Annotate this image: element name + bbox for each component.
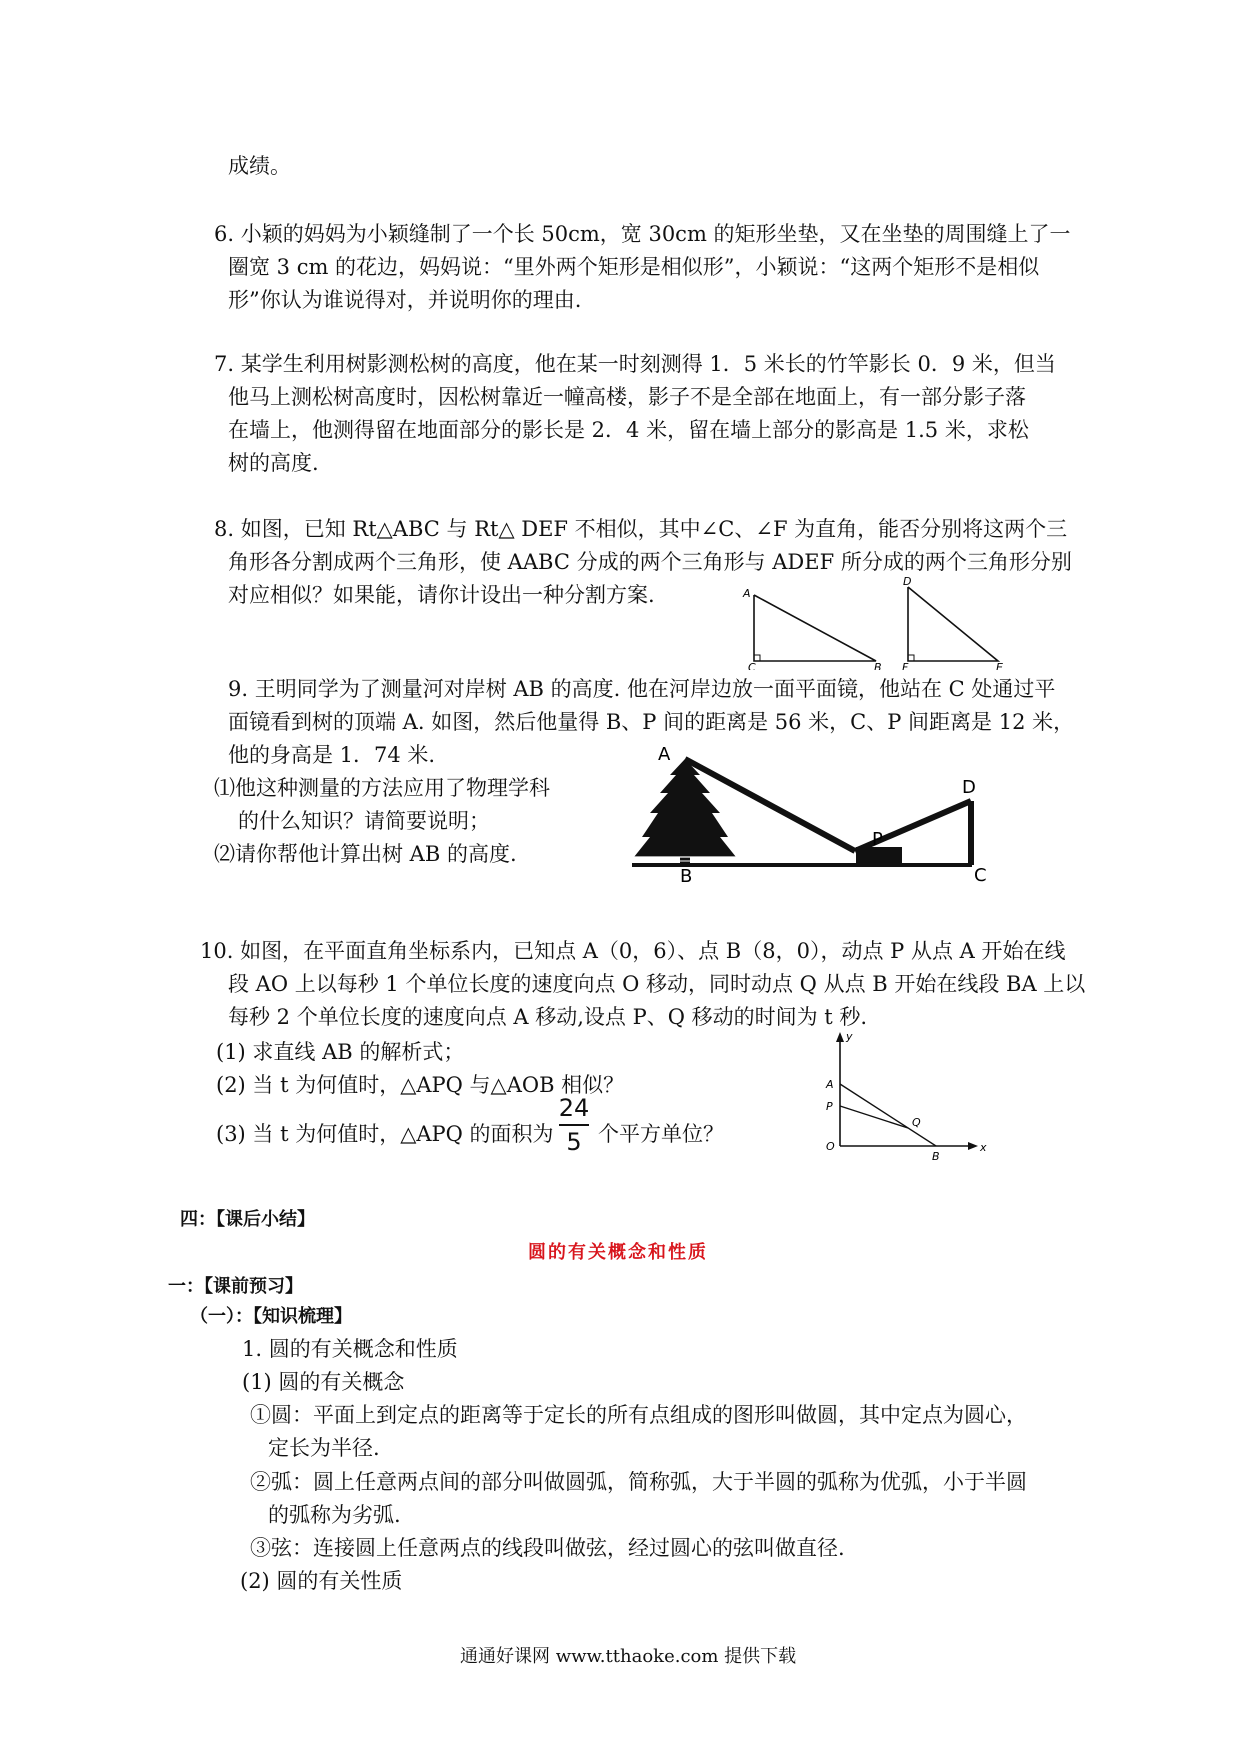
question-text-line: 在墙上，他测得留在地面部分的影长是 2．4 米，留在墙上部分的影高是 1.5 米，求松 [228, 418, 1029, 442]
label-o: O [826, 1140, 835, 1153]
label-q: Q [912, 1116, 921, 1129]
label-a: A [743, 587, 751, 600]
sub-question-2: ⑵请你帮他计算出树 AB 的高度. [214, 842, 517, 866]
fraction-denominator: 5 [566, 1128, 582, 1156]
concept-chord: ③弦：连接圆上任意两点的线段叫做弦，经过圆心的弦叫做直径. [250, 1536, 845, 1560]
sub-question-3-end: 个平方单位？ [598, 1122, 724, 1146]
page-footer: 通通好课网 www.tthaoke.com 提供下载 [460, 1646, 797, 1667]
question-text-line: 6. 小颖的妈妈为小颖缝制了一个长 50cm，宽 30cm 的矩形坐垫，又在坐垫的周围缝上了一 [214, 222, 1071, 246]
label-e: E [996, 661, 1003, 670]
sub-question-1-cont: 的什么知识？请简要说明； [238, 809, 490, 833]
segment-ab [840, 1084, 936, 1146]
label-b: B [680, 866, 693, 885]
label-a: A [826, 1078, 834, 1091]
question-text-line: 10. 如图，在平面直角坐标系内，已知点 A（0，6）、点 B（8，0），动点 P 从点 A 开始在线 [200, 939, 1066, 963]
area-fraction [554, 1094, 594, 1156]
question-text-line: 树的高度. [228, 451, 319, 475]
previous-question-tail: 成绩。 [228, 154, 291, 178]
question-text-line: 角形各分割成两个三角形，使 AABC 分成的两个三角形与 ADEF 所分成的两个三角形分别 [228, 550, 1072, 574]
label-p: P [826, 1100, 833, 1113]
knowledge-item-1: 1. 圆的有关概念和性质 [242, 1337, 458, 1361]
question-text-line: 段 AO 上以每秒 1 个单位长度的速度向点 O 移动，同时动点 Q 从点 B 开始在线段 BA 上以 [228, 972, 1086, 996]
knowledge-heading: （一）：【知识梳理】 [190, 1306, 352, 1327]
tree-shape [632, 759, 738, 865]
question-text-line: 对应相似？如果能，请你计设出一种分割方案. [228, 583, 655, 607]
y-axis-arrow-icon [836, 1032, 844, 1042]
question-text-line: 他的身高是 1．74 米. [228, 743, 436, 767]
question-text-line: 每秒 2 个单位长度的速度向点 A 移动,设点 P、Q 移动的时间为 t 秒. [228, 1005, 868, 1029]
segment-pq [840, 1106, 908, 1128]
label-y: y [846, 1030, 853, 1043]
question-text-line: 9. 王明同学为了测量河对岸树 AB 的高度. 他在河岸边放一面平面镜，他站在 C 处通过平 [228, 677, 1056, 701]
label-p: P [872, 829, 883, 850]
section-title: 圆的有关概念和性质 [528, 1242, 708, 1263]
question-text-line: 8. 如图，已知 Rt△ABC 与 Rt△ DEF 不相似，其中∠C、∠F 为直角，能否分别将这两个三 [214, 517, 1068, 541]
mirror-block [856, 847, 902, 867]
question-text-line: 形”你认为谁说得对，并说明你的理由. [228, 288, 582, 312]
mirror-measurement-figure [620, 745, 1000, 885]
sub-question-1: (1) 求直线 AB 的解析式； [216, 1040, 465, 1064]
sub-question-2: (2) 当 t 为何值时，△APQ 与△AOB 相似？ [216, 1073, 625, 1097]
concept-arc: ②弧：圆上任意两点间的部分叫做圆弧，简称弧，大于半圆的弧称为优弧，小于半圆 [250, 1470, 1027, 1494]
label-d: D [962, 777, 976, 798]
label-a: A [658, 745, 671, 765]
label-c: C [974, 865, 987, 885]
label-x: x [980, 1141, 987, 1154]
triangle-abc [742, 587, 882, 670]
triangle-def [902, 575, 1003, 670]
x-axis-arrow-icon [968, 1142, 978, 1150]
question-text-line: 他马上测松树高度时，因松树靠近一幢高楼，影子不是全部在地面上，有一部分影子落 [228, 385, 1026, 409]
knowledge-subheading-1: (1) 圆的有关概念 [242, 1370, 405, 1394]
question-text-line: 7. 某学生利用树影测松树的高度，他在某一时刻测得 1．5 米长的竹竿影长 0．9 米，但当 [214, 352, 1056, 376]
question-text-line: 圈宽 3 cm 的花边，妈妈说：“里外两个矩形是相似形”，小颖说：“这两个矩形不是相似 [228, 255, 1040, 279]
question-text-line: 面镜看到树的顶端 A. 如图，然后他量得 B、P 间的距离是 56 米，C、P 间距离是 12 米， [228, 710, 1075, 734]
coordinate-plane-figure [812, 1028, 992, 1163]
label-f: F [902, 661, 909, 670]
sub-question-3: (3) 当 t 为何值时，△APQ 的面积为 [216, 1122, 554, 1146]
concept-circle: ①圆：平面上到定点的距离等于定长的所有点组成的图形叫做圆，其中定点为圆心， [250, 1403, 1027, 1427]
fraction-numerator: 24 [558, 1094, 590, 1122]
label-c: C [748, 661, 756, 670]
concept-arc-cont: 的弧称为劣弧. [268, 1503, 401, 1527]
preview-heading: 一：【课前预习】 [168, 1276, 303, 1297]
knowledge-subheading-2: (2) 圆的有关性质 [240, 1569, 403, 1593]
summary-heading: 四：【课后小结】 [180, 1209, 315, 1230]
label-b: B [932, 1150, 940, 1163]
concept-circle-cont: 定长为半径. [268, 1436, 380, 1460]
label-b: B [874, 661, 882, 670]
right-triangles-figure [740, 575, 1030, 670]
label-d: D [903, 575, 912, 588]
sub-question-1: ⑴他这种测量的方法应用了物理学科 [214, 776, 550, 800]
